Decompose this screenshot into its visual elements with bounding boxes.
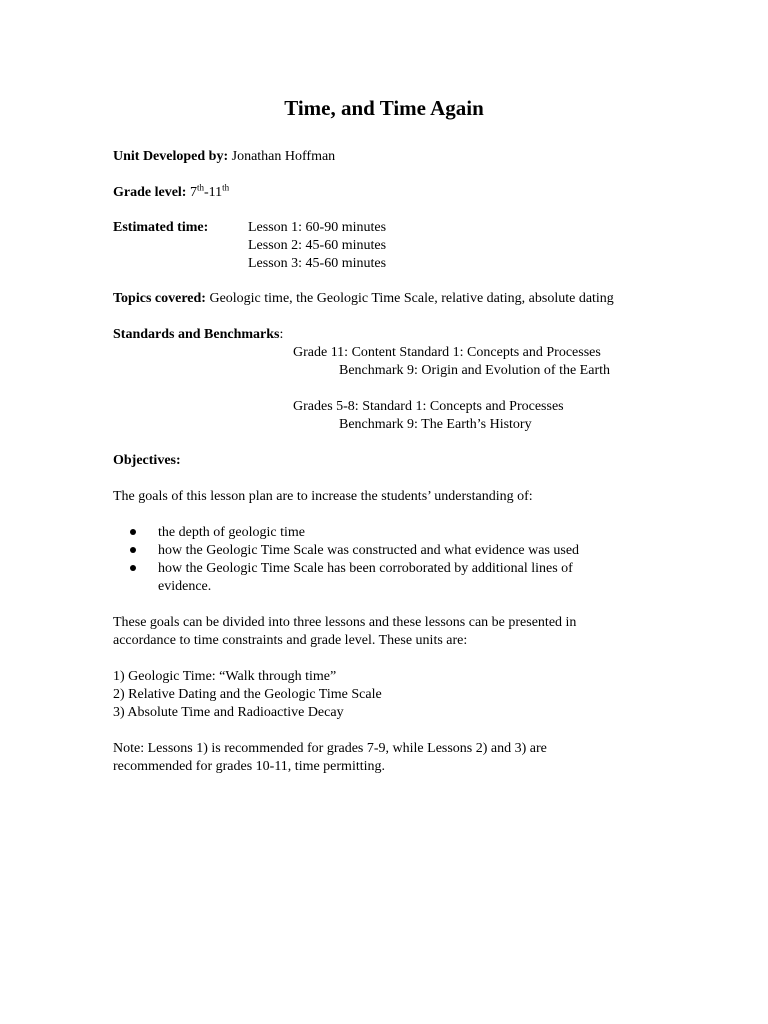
lesson-time-1: Lesson 1: 60-90 minutes bbox=[248, 220, 387, 235]
bullet-dot-1 bbox=[130, 529, 136, 535]
standard-grades5-8: Grades 5-8: Standard 1: Concepts and Processes bbox=[293, 399, 564, 414]
developer-line bbox=[113, 148, 335, 166]
developer-name: Jonathan Hoffman bbox=[231, 149, 336, 164]
grade-sep: -11 bbox=[204, 185, 223, 200]
unit-1: 1) Geologic Time: “Walk through time” bbox=[113, 669, 337, 684]
standards-label: Standards and Benchmarks bbox=[113, 327, 280, 342]
objective-item-1: the depth of geologic time bbox=[158, 525, 305, 540]
estimated-time-label-text: Estimated time: bbox=[113, 220, 209, 235]
unit-2: 2) Relative Dating and the Geologic Time Scale bbox=[113, 687, 382, 702]
grade-label: Grade level: bbox=[113, 185, 187, 200]
developer-label: Unit Developed by: bbox=[113, 149, 229, 164]
objectives-intro: The goals of this lesson plan are to increase the students’ understanding of: bbox=[113, 489, 533, 504]
objective-item-2: how the Geologic Time Scale was constructed and what evidence was used bbox=[158, 543, 580, 558]
lessons-intro-line-1: These goals can be divided into three lessons and these lessons can be presented in bbox=[113, 615, 577, 630]
standards-heading bbox=[113, 326, 283, 344]
topics-label: Topics covered: bbox=[113, 291, 206, 306]
topics-value: Geologic time, the Geologic Time Scale, relative dating, absolute dating bbox=[209, 291, 614, 306]
objective-item-3-cont: evidence. bbox=[158, 579, 212, 594]
bullet-dot-2 bbox=[130, 547, 136, 553]
objective-item-3: how the Geologic Time Scale has been corroborated by additional lines of bbox=[158, 561, 573, 576]
grade-start-sup: th bbox=[196, 182, 204, 193]
note-line-1: Note: Lessons 1) is recommended for grades 7-9, while Lessons 2) and 3) are bbox=[113, 741, 547, 756]
lesson-time-2: Lesson 2: 45-60 minutes bbox=[248, 238, 387, 253]
objectives-label: Objectives: bbox=[113, 453, 181, 468]
unit-3: 3) Absolute Time and Radioactive Decay bbox=[113, 705, 344, 720]
lessons-intro-line-2: accordance to time constraints and grade level. These units are: bbox=[113, 633, 468, 648]
estimated-time-label bbox=[113, 219, 208, 237]
note-line-2: recommended for grades 10-11, time permitting. bbox=[113, 759, 386, 774]
topics-line bbox=[113, 290, 614, 308]
objectives-heading bbox=[113, 452, 181, 470]
grade-line bbox=[113, 184, 229, 202]
standard-grade11: Grade 11: Content Standard 1: Concepts and Processes bbox=[293, 345, 601, 360]
benchmark-grade11: Benchmark 9: Origin and Evolution of the Earth bbox=[339, 363, 610, 378]
standards-colon: : bbox=[279, 327, 284, 342]
benchmark-grades5-8: Benchmark 9: The Earth’s History bbox=[339, 417, 532, 432]
lesson-time-3: Lesson 3: 45-60 minutes bbox=[248, 256, 387, 271]
bullet-dot-3 bbox=[130, 565, 136, 571]
document-title: Time, and Time Again bbox=[284, 96, 484, 120]
grade-end-sup: th bbox=[222, 182, 230, 193]
grade-start: 7 bbox=[189, 185, 197, 200]
